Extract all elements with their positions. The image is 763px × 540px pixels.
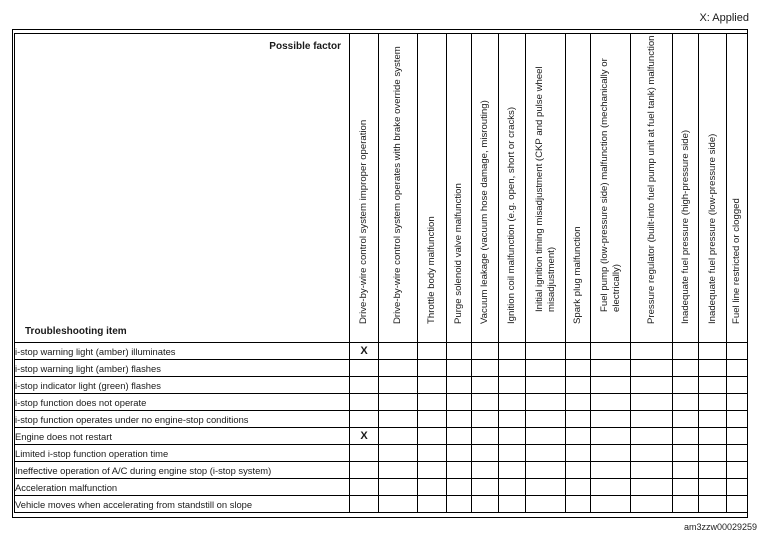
applied-mark-cell — [631, 411, 673, 428]
applied-mark-cell — [699, 445, 727, 462]
applied-mark-cell — [472, 411, 499, 428]
applied-mark-cell — [699, 394, 727, 411]
applied-mark-cell — [673, 428, 699, 445]
applied-mark-cell — [591, 445, 631, 462]
applied-mark-cell — [418, 360, 447, 377]
factor-header — [350, 34, 379, 343]
troubleshooting-item: Ineffective operation of A/C during engine stop (i-stop system) — [15, 462, 350, 479]
applied-mark-cell — [379, 479, 418, 496]
applied-mark-cell — [350, 377, 379, 394]
factor-label: Inadequate fuel pressure (low-pressure side) — [706, 133, 718, 324]
applied-mark-cell — [447, 360, 472, 377]
applied-mark-cell — [379, 462, 418, 479]
applied-mark-cell — [727, 377, 748, 394]
applied-mark-cell — [526, 479, 566, 496]
troubleshooting-table — [14, 33, 748, 513]
table-row — [15, 479, 748, 496]
applied-mark-cell — [591, 479, 631, 496]
applied-mark-cell — [379, 411, 418, 428]
applied-mark-cell — [591, 343, 631, 360]
applied-mark-cell — [526, 343, 566, 360]
troubleshooting-item: i-stop warning light (amber) flashes — [15, 360, 350, 377]
applied-mark-cell — [499, 411, 526, 428]
applied-mark-cell — [673, 411, 699, 428]
applied-mark-cell — [566, 462, 591, 479]
applied-mark-cell — [447, 343, 472, 360]
applied-mark-cell — [350, 462, 379, 479]
table-row — [15, 360, 748, 377]
applied-mark-cell — [499, 377, 526, 394]
factor-label: Ignition coil malfunction (e.g. open, short or cracks) — [506, 106, 517, 324]
applied-mark-cell — [472, 394, 499, 411]
troubleshooting-item: Acceleration malfunction — [15, 479, 350, 496]
applied-mark-cell — [631, 496, 673, 513]
applied-mark-cell — [566, 394, 591, 411]
applied-mark-cell — [447, 411, 472, 428]
factor-label: Purge solenoid valve malfunction — [453, 183, 464, 324]
applied-mark-cell — [566, 360, 591, 377]
factor-label: Spark plug malfunction — [572, 226, 583, 324]
applied-mark-cell — [699, 428, 727, 445]
applied-mark-cell — [673, 496, 699, 513]
factor-label: Pressure regulator (built-into fuel pump unit at fuel tank) malfunction — [645, 35, 657, 324]
applied-mark-cell — [591, 394, 631, 411]
factor-header — [499, 34, 526, 343]
applied-mark-cell — [472, 496, 499, 513]
applied-mark-cell — [472, 428, 499, 445]
applied-mark-cell — [418, 411, 447, 428]
possible-factor-label: Possible factor — [269, 41, 341, 52]
factor-label: Drive-by-wire control system operates with brake override system — [392, 46, 403, 324]
applied-mark-cell — [418, 479, 447, 496]
table-row — [15, 411, 748, 428]
applied-mark-cell — [499, 445, 526, 462]
factor-header — [699, 34, 727, 343]
applied-mark-cell — [379, 428, 418, 445]
applied-mark-cell — [472, 377, 499, 394]
applied-mark-cell — [727, 343, 748, 360]
applied-mark-cell — [350, 445, 379, 462]
applied-mark-cell — [566, 428, 591, 445]
applied-mark-cell — [727, 394, 748, 411]
applied-mark-cell — [526, 496, 566, 513]
applied-mark-cell — [418, 428, 447, 445]
applied-mark-cell — [566, 445, 591, 462]
applied-mark-cell — [526, 377, 566, 394]
applied-mark-cell — [591, 496, 631, 513]
applied-mark-cell — [350, 360, 379, 377]
header-row — [15, 34, 748, 343]
table-row — [15, 343, 748, 360]
troubleshooting-item: Vehicle moves when accelerating from standstill on slope — [15, 496, 350, 513]
applied-mark-cell — [350, 411, 379, 428]
applied-mark-cell — [699, 411, 727, 428]
applied-mark-cell — [472, 479, 499, 496]
applied-mark-cell: X — [350, 428, 379, 445]
applied-mark-cell — [727, 428, 748, 445]
applied-mark-cell — [350, 496, 379, 513]
applied-mark-cell — [699, 343, 727, 360]
applied-mark-cell — [499, 428, 526, 445]
applied-mark-cell — [499, 360, 526, 377]
applied-mark-cell — [591, 360, 631, 377]
applied-mark-cell — [727, 462, 748, 479]
applied-mark-cell — [418, 377, 447, 394]
factor-header — [591, 34, 631, 343]
troubleshooting-item-label: Troubleshooting item — [25, 326, 127, 337]
applied-mark-cell — [472, 360, 499, 377]
applied-mark-cell — [499, 343, 526, 360]
factor-header — [447, 34, 472, 343]
applied-mark-cell — [526, 394, 566, 411]
applied-mark-cell — [673, 377, 699, 394]
factor-header — [566, 34, 591, 343]
applied-mark-cell — [526, 411, 566, 428]
applied-mark-cell — [566, 377, 591, 394]
factor-label: Vacuum leakage (vacuum hose damage, misrouting) — [479, 100, 490, 324]
applied-mark-cell — [418, 496, 447, 513]
applied-mark-cell — [727, 411, 748, 428]
applied-mark-cell — [591, 377, 631, 394]
applied-mark-cell — [447, 462, 472, 479]
applied-mark-cell — [350, 394, 379, 411]
applied-mark-cell — [699, 479, 727, 496]
applied-mark-cell — [631, 394, 673, 411]
troubleshooting-item: i-stop indicator light (green) flashes — [15, 377, 350, 394]
applied-mark-cell — [631, 360, 673, 377]
applied-mark-cell — [631, 479, 673, 496]
applied-mark-cell — [631, 377, 673, 394]
applied-mark-cell — [631, 428, 673, 445]
applied-mark-cell — [727, 479, 748, 496]
applied-mark-cell: X — [350, 343, 379, 360]
applied-mark-cell — [673, 360, 699, 377]
applied-mark-cell — [472, 462, 499, 479]
factor-label: Inadequate fuel pressure (high-pressure side) — [679, 129, 691, 324]
applied-mark-cell — [566, 496, 591, 513]
applied-mark-cell — [526, 428, 566, 445]
troubleshooting-item: Limited i-stop function operation time — [15, 445, 350, 462]
applied-mark-cell — [447, 377, 472, 394]
applied-mark-cell — [673, 479, 699, 496]
applied-mark-cell — [472, 343, 499, 360]
corner-cell — [15, 34, 350, 343]
factor-label: Throttle body malfunction — [426, 216, 437, 324]
applied-mark-cell — [631, 445, 673, 462]
applied-mark-cell — [499, 479, 526, 496]
applied-mark-cell — [673, 394, 699, 411]
table-row — [15, 496, 748, 513]
applied-mark-cell — [379, 377, 418, 394]
applied-mark-cell — [699, 360, 727, 377]
applied-mark-cell — [499, 496, 526, 513]
factor-label: Drive-by-wire control system improper operation — [358, 119, 369, 324]
applied-mark-cell — [566, 479, 591, 496]
applied-mark-cell — [472, 445, 499, 462]
applied-mark-cell — [447, 428, 472, 445]
applied-mark-cell — [631, 462, 673, 479]
applied-mark-cell — [447, 479, 472, 496]
applied-mark-cell — [499, 462, 526, 479]
applied-mark-cell — [418, 462, 447, 479]
table-row — [15, 377, 748, 394]
applied-mark-cell — [418, 394, 447, 411]
applied-mark-cell — [526, 445, 566, 462]
applied-mark-cell — [350, 479, 379, 496]
applied-mark-cell — [566, 411, 591, 428]
applied-mark-cell — [673, 462, 699, 479]
applied-mark-cell — [727, 496, 748, 513]
applied-mark-cell — [447, 394, 472, 411]
applied-mark-cell — [727, 445, 748, 462]
table-row — [15, 394, 748, 411]
applied-mark-cell — [591, 428, 631, 445]
troubleshooting-item: i-stop function does not operate — [15, 394, 350, 411]
figure-id: am3zzw00029259 — [683, 522, 757, 532]
factor-label: Initial ignition timing misadjustment (CKP and pulse wheel misadjustment) — [533, 66, 557, 312]
factor-header — [673, 34, 699, 343]
applied-mark-cell — [591, 411, 631, 428]
factor-header — [418, 34, 447, 343]
table-row — [15, 428, 748, 445]
troubleshooting-item: i-stop function operates under no engine-stop conditions — [15, 411, 350, 428]
applied-mark-cell — [631, 343, 673, 360]
applied-mark-cell — [447, 496, 472, 513]
table-body — [15, 343, 748, 513]
factor-header — [526, 34, 566, 343]
factor-header — [631, 34, 673, 343]
applied-mark-cell — [499, 394, 526, 411]
applied-mark-cell — [673, 445, 699, 462]
applied-mark-cell — [379, 360, 418, 377]
applied-mark-cell — [566, 343, 591, 360]
applied-mark-cell — [418, 343, 447, 360]
table-row — [15, 445, 748, 462]
applied-mark-cell — [418, 445, 447, 462]
troubleshooting-item: Engine does not restart — [15, 428, 350, 445]
applied-mark-cell — [379, 496, 418, 513]
table-row — [15, 462, 748, 479]
applied-mark-cell — [447, 445, 472, 462]
legend: X: Applied — [699, 12, 749, 24]
applied-mark-cell — [526, 462, 566, 479]
applied-mark-cell — [379, 445, 418, 462]
factor-header — [379, 34, 418, 343]
applied-mark-cell — [379, 343, 418, 360]
applied-mark-cell — [699, 496, 727, 513]
troubleshooting-item: i-stop warning light (amber) illuminates — [15, 343, 350, 360]
applied-mark-cell — [699, 462, 727, 479]
applied-mark-cell — [673, 343, 699, 360]
applied-mark-cell — [591, 462, 631, 479]
applied-mark-cell — [379, 394, 418, 411]
factor-header — [727, 34, 748, 343]
applied-mark-cell — [699, 377, 727, 394]
factor-label: Fuel line restricted or clogged — [731, 198, 742, 324]
applied-mark-cell — [526, 360, 566, 377]
factor-header — [472, 34, 499, 343]
applied-mark-cell — [727, 360, 748, 377]
factor-label: Fuel pump (low-pressure side) malfunction (mechanically or electrically) — [598, 58, 622, 312]
